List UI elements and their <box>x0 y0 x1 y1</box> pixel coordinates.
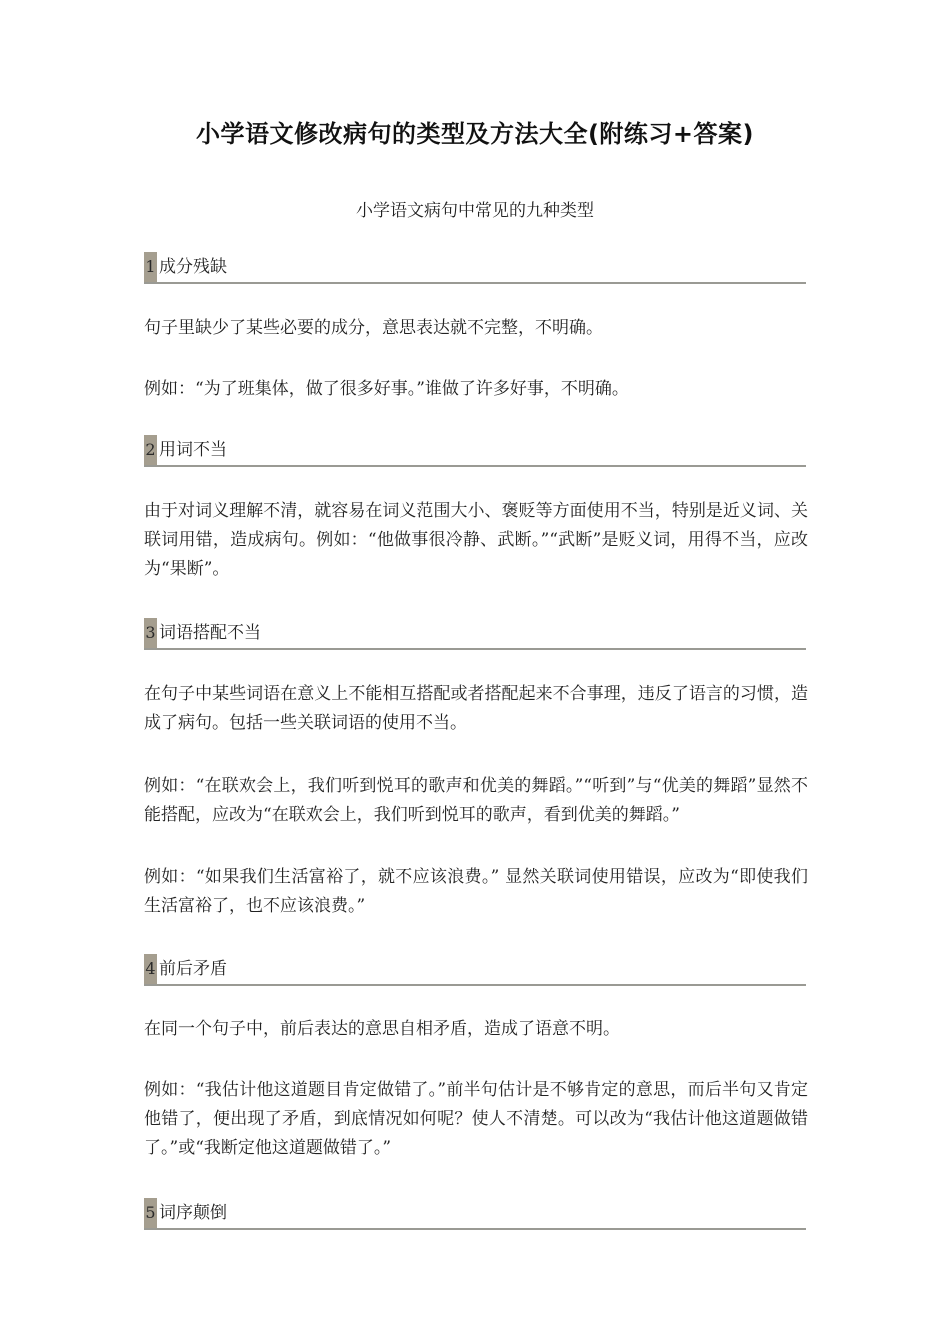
paragraph: 例如：“如果我们生活富裕了，就不应该浪费。” 显然关联词使用错误，应改为“即使我们生活富裕了，也不应该浪费。” <box>144 867 808 916</box>
section-number: 3 <box>144 618 157 648</box>
section-title: 词序颠倒 <box>159 1203 227 1223</box>
section-number: 5 <box>144 1198 157 1228</box>
paragraph: 由于对词义理解不清，就容易在词义范围大小、褒贬等方面使用不当，特别是近义词、关联词用错，造成病句。例如：“他做事很冷静、武断。”“武断”是贬义词，用得不当，应改为“果断”。 <box>144 501 808 579</box>
document-title: 小学语文修改病句的类型及方法大全(附练习+答案) <box>195 120 755 148</box>
section-heading-1 <box>144 252 806 284</box>
section-title: 用词不当 <box>159 440 227 460</box>
paragraph: 例如：“我估计他这道题目肯定做错了。”前半句估计是不够肯定的意思，而后半句又肯定他错了，便出现了矛盾，到底情况如何呢？使人不清楚。可以改为“我估计他这道题做错了。”或“我断定他这道题做错了。” <box>144 1080 808 1158</box>
section-heading-2 <box>144 435 806 467</box>
paragraph: 在句子中某些词语在意义上不能相互搭配或者搭配起来不合事理，违反了语言的习惯，造成了病句。包括一些关联词语的使用不当。 <box>144 684 808 733</box>
paragraph: 在同一个句子中，前后表达的意思自相矛盾，造成了语意不明。 <box>144 1019 620 1039</box>
section-heading-4 <box>144 954 806 986</box>
document-subtitle: 小学语文病句中常见的九种类型 <box>356 201 594 221</box>
section-title: 词语搭配不当 <box>159 623 261 643</box>
section-heading-5 <box>144 1198 806 1230</box>
paragraph: 句子里缺少了某些必要的成分，意思表达就不完整，不明确。 <box>144 318 603 338</box>
section-number: 4 <box>144 954 157 984</box>
section-title: 成分残缺 <box>159 257 227 277</box>
section-number: 1 <box>144 252 157 282</box>
section-number: 2 <box>144 435 157 465</box>
paragraph: 例如：“为了班集体，做了很多好事。”谁做了许多好事，不明确。 <box>144 379 629 399</box>
section-title: 前后矛盾 <box>159 959 227 979</box>
paragraph: 例如：“在联欢会上，我们听到悦耳的歌声和优美的舞蹈。”“听到”与“优美的舞蹈”显然不能搭配，应改为“在联欢会上，我们听到悦耳的歌声，看到优美的舞蹈。” <box>144 776 808 825</box>
section-heading-3 <box>144 618 806 650</box>
